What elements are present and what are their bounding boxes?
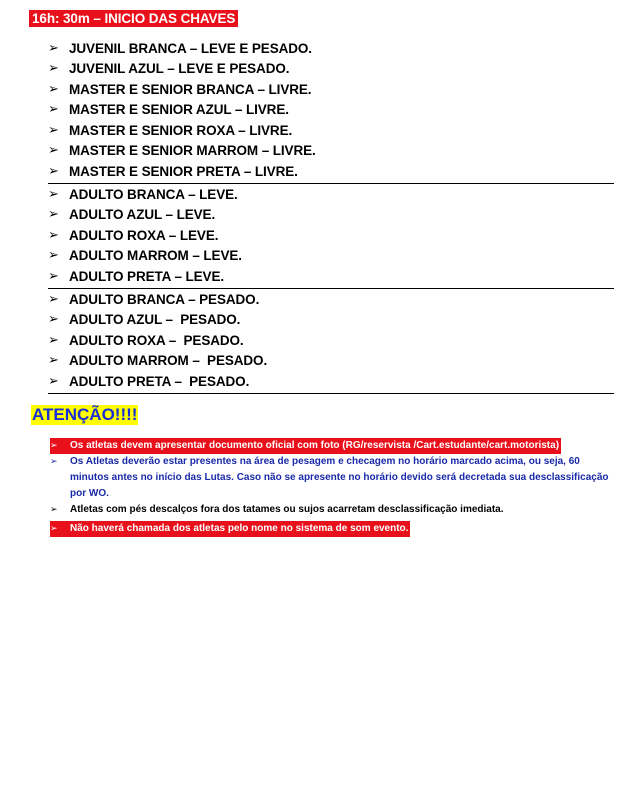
note-weigh-in [50,454,615,502]
schedule-header: 16h: 30m – INICIO DAS CHAVES [29,10,238,27]
arrow-bullet-icon: ➢ [48,227,59,243]
note-text: Atletas com pés descalços fora dos tatames ou sujos acarretam desclassificação imediata. [70,504,504,515]
arrow-bullet-icon: ➢ [48,143,59,159]
arrow-bullet-icon: ➢ [48,207,59,223]
list-item [48,141,614,162]
attention-heading: ATENÇÃO!!!! [32,405,138,424]
list-item [50,518,615,537]
category-text: MASTER E SENIOR PRETA – LIVRE. [69,163,298,179]
category-text: ADULTO ROXA – LEVE. [69,227,219,243]
category-text: ADULTO MARROM – PESADO. [69,353,268,369]
note-text: Não haverá chamada dos atletas pelo nome no sistema de som evento. [70,523,409,534]
list-item [48,289,614,310]
category-text: ADULTO PRETA – LEVE. [69,268,225,284]
category-text: ADULTO BRANCA – LEVE. [69,186,238,202]
list-item [48,246,614,267]
category-group-2 [48,184,614,287]
arrow-bullet-icon: ➢ [48,373,59,389]
category-group-1 [48,38,614,182]
note-text: Os Atletas deverão estar presentes na área de pesagem e checagem no horário marcado acima, ou seja, 60 minutos antes no início das Lutas. Caso não se apresente no horário devido será decretada sua desclassificação por WO. [70,456,609,499]
arrow-bullet-icon: ➢ [48,61,59,77]
category-text: MASTER E SENIOR AZUL – LIVRE. [69,102,289,118]
list-item [48,161,614,182]
list-item [48,205,614,226]
arrow-bullet-icon: ➢ [48,40,59,56]
category-text: MASTER E SENIOR ROXA – LIVRE. [69,122,293,138]
category-list [48,38,614,182]
category-text: ADULTO BRANCA – PESADO. [69,291,260,307]
arrow-bullet-icon: ➢ [48,248,59,264]
list-item [48,38,614,59]
category-text: ADULTO MARROM – LEVE. [69,248,242,264]
section-divider [48,393,614,394]
category-text: ADULTO AZUL – PESADO. [69,312,241,328]
note-text: Os atletas devem apresentar documento oficial com foto (RG/reservista /Cart.estudante/cart.motorista) [70,440,560,451]
list-item [48,100,614,121]
arrow-bullet-icon: ➢ [50,524,58,534]
category-text: MASTER E SENIOR MARROM – LIVRE. [69,143,316,159]
list-item [48,184,614,205]
note-no-call [50,521,410,537]
arrow-bullet-icon: ➢ [48,81,59,97]
list-item [48,330,614,351]
arrow-bullet-icon: ➢ [48,291,59,307]
list-item [48,310,614,331]
arrow-bullet-icon: ➢ [48,332,59,348]
category-list [48,184,614,287]
list-item [50,435,615,454]
category-group-3 [48,289,614,392]
list-item [48,59,614,80]
list-item [48,79,614,100]
note-barefoot [50,502,615,518]
category-text: ADULTO ROXA – PESADO. [69,332,244,348]
arrow-bullet-icon: ➢ [48,353,59,369]
category-text: ADULTO AZUL – LEVE. [69,207,216,223]
category-text: MASTER E SENIOR BRANCA – LIVRE. [69,81,312,97]
arrow-bullet-icon: ➢ [48,122,59,138]
arrow-bullet-icon: ➢ [50,441,58,451]
notes-list [50,435,615,537]
category-text: JUVENIL BRANCA – LEVE E PESADO. [69,40,312,56]
arrow-bullet-icon: ➢ [48,102,59,118]
arrow-bullet-icon: ➢ [48,268,59,284]
arrow-bullet-icon: ➢ [48,312,59,328]
arrow-bullet-icon: ➢ [50,505,58,515]
list-item [48,225,614,246]
note-document-required [50,438,561,454]
list-item [48,371,614,392]
list-item [48,120,614,141]
category-list [48,289,614,392]
category-text: JUVENIL AZUL – LEVE E PESADO. [69,61,290,77]
arrow-bullet-icon: ➢ [48,186,59,202]
list-item [48,266,614,287]
list-item [48,351,614,372]
arrow-bullet-icon: ➢ [50,457,58,467]
arrow-bullet-icon: ➢ [48,163,59,179]
category-text: ADULTO PRETA – PESADO. [69,373,250,389]
